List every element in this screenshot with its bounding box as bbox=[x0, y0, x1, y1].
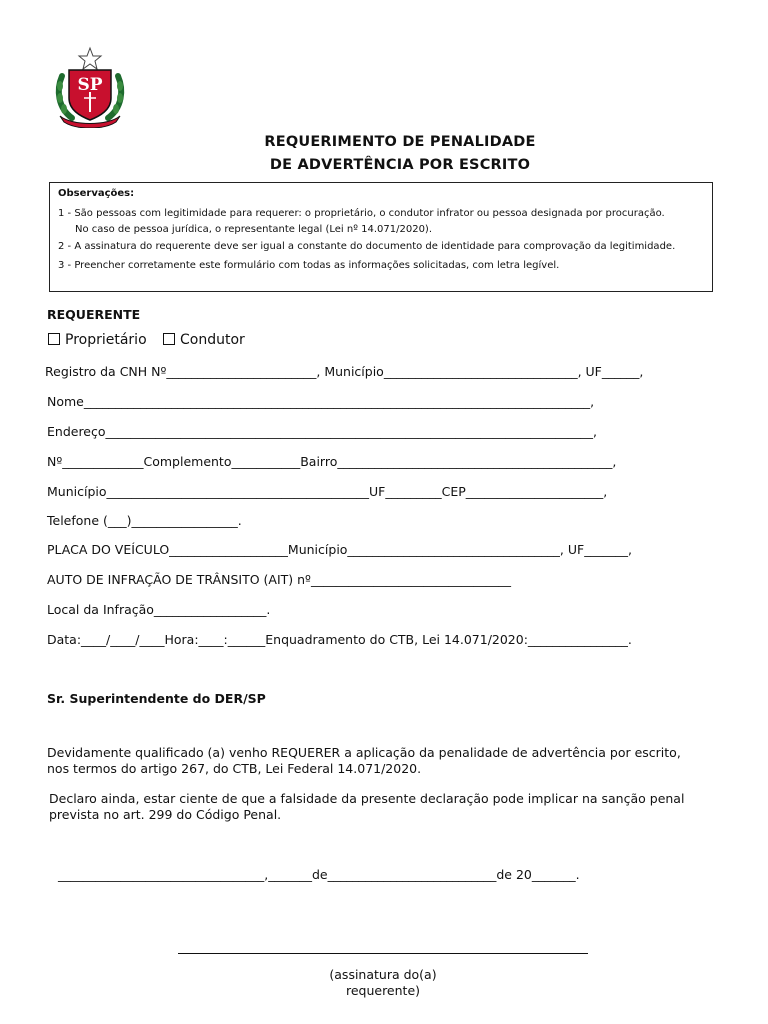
form-title-line2: DE ADVERTÊNCIA POR ESCRITO bbox=[269, 157, 531, 173]
observation-item-2: 2 - A assinatura do requerente deve ser igual a constante do documento de identidade para comprovação da legitimidade. bbox=[58, 241, 676, 252]
field-numero-line[interactable]: Nº_____________Complemento___________Bairro____________________________________________, bbox=[47, 454, 617, 469]
observation-item-3: 3 - Preencher corretamente este formulário com todas as informações solicitadas, com letra legível. bbox=[58, 260, 560, 271]
checkbox-box[interactable] bbox=[48, 333, 60, 345]
field-telefone-line[interactable]: Telefone (___)_________________. bbox=[47, 513, 242, 528]
form-title-line1: REQUERIMENTO DE PENALIDADE bbox=[264, 134, 536, 150]
place-date-line[interactable]: _________________________________,_______de___________________________de 20_______. bbox=[58, 867, 580, 882]
checkbox-condutor-label: Condutor bbox=[180, 332, 245, 348]
declaration-paragraph-line1: Declaro ainda, estar ciente de que a falsidade da presente declaração pode implicar na sanção penal bbox=[49, 791, 685, 806]
field-ait-line[interactable]: AUTO DE INFRAÇÃO DE TRÂNSITO (AIT) nº________________________________ bbox=[47, 572, 511, 587]
checkbox-proprietario-label: Proprietário bbox=[65, 332, 147, 348]
observations-heading: Observações: bbox=[58, 188, 135, 199]
declaration-paragraph-line2: prevista no art. 299 do Código Penal. bbox=[49, 807, 282, 822]
sp-coat-of-arms-logo bbox=[52, 46, 128, 128]
checkbox-proprietario[interactable] bbox=[48, 332, 147, 348]
field-local-line[interactable]: Local da Infração__________________. bbox=[47, 602, 271, 617]
field-nome-line[interactable]: Nome_________________________________________________________________________________, bbox=[47, 394, 595, 409]
request-paragraph-line2: nos termos do artigo 267, do CTB, Lei Federal 14.071/2020. bbox=[47, 761, 422, 776]
signature-caption: (assinatura do(a) requerente) bbox=[329, 967, 437, 998]
signature-line[interactable] bbox=[178, 953, 588, 954]
checkbox-condutor[interactable] bbox=[163, 332, 245, 348]
observation-item-1: 1 - São pessoas com legitimidade para requerer: o proprietário, o condutor infrator ou pessoa designada por procuração. bbox=[58, 208, 665, 219]
field-municipio-line[interactable]: Município__________________________________________UF_________CEP______________________, bbox=[47, 484, 608, 499]
checkbox-box[interactable] bbox=[163, 333, 175, 345]
field-endereco-line[interactable]: Endereço______________________________________________________________________________, bbox=[47, 424, 597, 439]
requerente-heading: REQUERENTE bbox=[47, 307, 141, 322]
field-cnh-line[interactable]: Registro da CNH Nº________________________, Município_______________________________, UF______, bbox=[45, 364, 644, 379]
request-paragraph-line1: Devidamente qualificado (a) venho REQUERER a aplicação da penalidade de advertência por escrito, bbox=[47, 745, 681, 760]
addressee: Sr. Superintendente do DER/SP bbox=[47, 691, 266, 706]
observation-item-1-continuation: No caso de pessoa jurídica, o representante legal (Lei nº 14.071/2020). bbox=[75, 224, 433, 235]
field-placa-line[interactable]: PLACA DO VEÍCULO___________________Município__________________________________, UF_______, bbox=[47, 542, 632, 557]
observations-box bbox=[49, 182, 713, 292]
field-data-line[interactable]: Data:____/____/____Hora:____:______Enquadramento do CTB, Lei 14.071/2020:________________. bbox=[47, 632, 632, 647]
svg-text:SP: SP bbox=[77, 75, 103, 95]
